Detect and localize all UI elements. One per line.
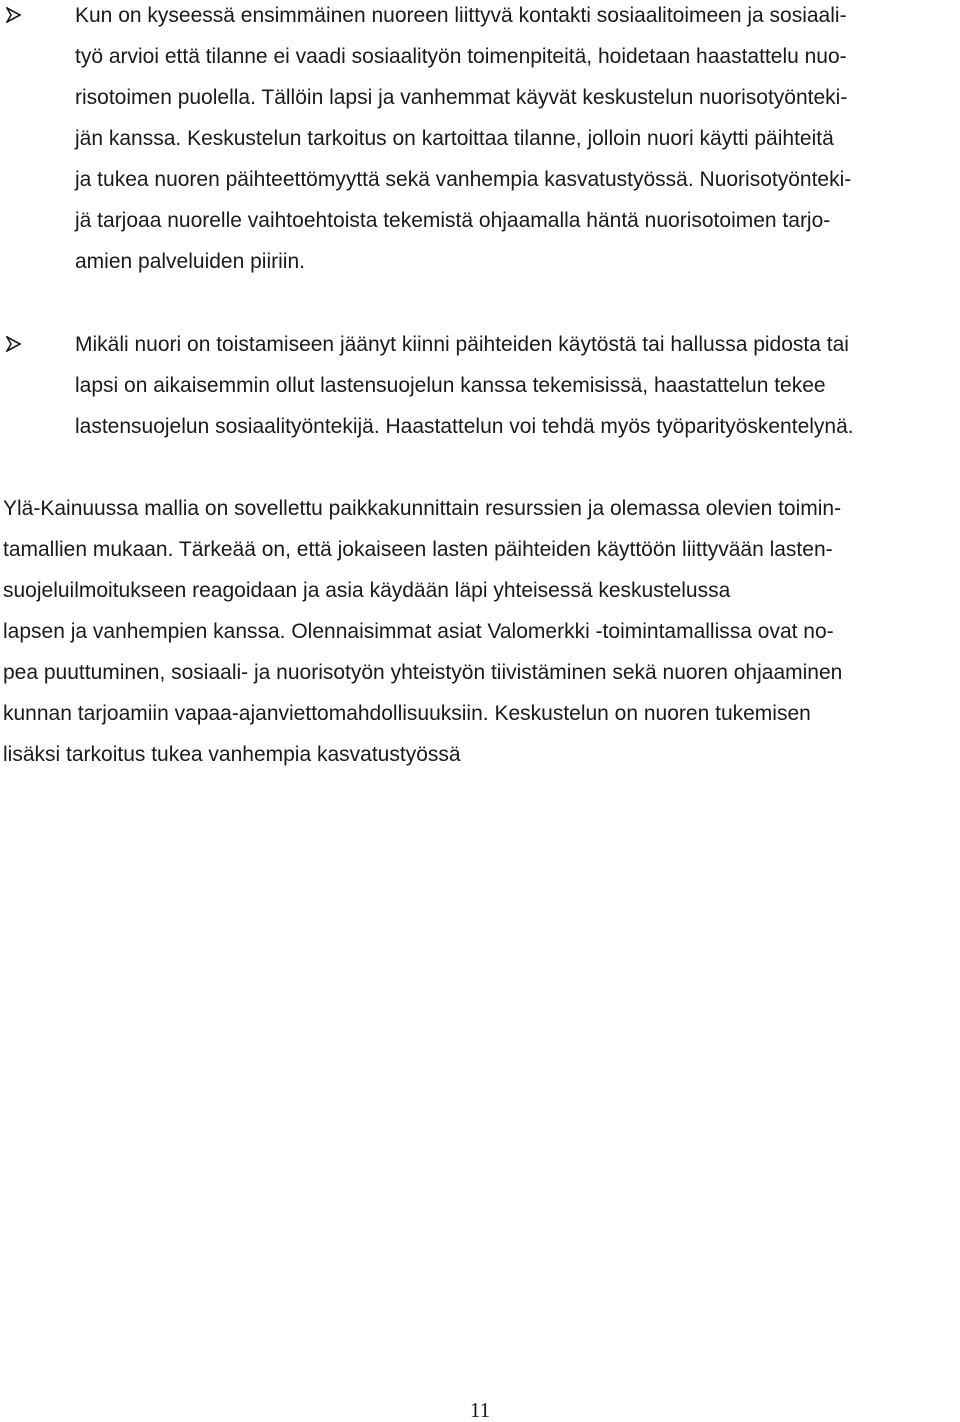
- bullet-2-line-2: lapsi on aikaisemmin ollut lastensuojelun kanssa tekemisissä, haastattelun tekee: [75, 374, 826, 397]
- paragraph-line-6: kunnan tarjoamiin vapaa-ajanviettomahdollisuuksiin. Keskustelun on nuoren tukemisen: [3, 702, 811, 725]
- paragraph-line-2: tamallien mukaan. Tärkeää on, että jokaiseen lasten päihteiden käyttöön liittyvään lasten-: [3, 538, 833, 561]
- bullet-1-line-1: Kun on kyseessä ensimmäinen nuoreen liittyvä kontakti sosiaalitoimeen ja sosiaali-: [75, 4, 847, 27]
- paragraph-line-1: Ylä-Kainuussa mallia on sovellettu paikkakunnittain resurssien ja olemassa olevien toimin-: [3, 497, 842, 520]
- paragraph-line-4: lapsen ja vanhempien kanssa. Olennaisimmat asiat Valomerkki -toimintamallissa ovat no-: [3, 620, 834, 643]
- bullet-1-line-5: ja tukea nuoren päihteettömyyttä sekä vanhempia kasvatustyössä. Nuorisotyönteki-: [75, 168, 852, 191]
- bullet-2-line-1: Mikäli nuori on toistamiseen jäänyt kiinni päihteiden käytöstä tai hallussa pidosta tai: [75, 333, 849, 356]
- arrowhead-bullet-icon: [6, 7, 22, 23]
- bullet-2-line-3: lastensuojelun sosiaalityöntekijä. Haastattelun voi tehdä myös työparityöskentelynä.: [75, 415, 854, 438]
- bullet-1-line-6: jä tarjoaa nuorelle vaihtoehtoista tekemistä ohjaamalla häntä nuorisotoimen tarjo-: [75, 209, 831, 232]
- paragraph-line-3: suojeluilmoitukseen reagoidaan ja asia käydään läpi yhteisessä keskustelussa: [3, 579, 731, 602]
- page-number: 11: [469, 1398, 491, 1422]
- bullet-1-line-4: jän kanssa. Keskustelun tarkoitus on kartoittaa tilanne, jolloin nuori käytti päihteitä: [75, 127, 834, 150]
- arrowhead-bullet-icon: [6, 336, 22, 352]
- bullet-1-line-2: työ arvioi että tilanne ei vaadi sosiaalityön toimenpiteitä, hoidetaan haastattelu nuo-: [75, 45, 847, 68]
- paragraph-line-5: pea puuttuminen, sosiaali- ja nuorisotyön yhteistyön tiivistäminen sekä nuoren ohjaaminen: [3, 661, 843, 684]
- paragraph-line-7: lisäksi tarkoitus tukea vanhempia kasvatustyössä: [3, 743, 461, 766]
- bullet-1-line-7: amien palveluiden piiriin.: [75, 250, 305, 273]
- bullet-1-line-3: risotoimen puolella. Tällöin lapsi ja vanhemmat käyvät keskustelun nuorisotyönteki-: [75, 86, 848, 109]
